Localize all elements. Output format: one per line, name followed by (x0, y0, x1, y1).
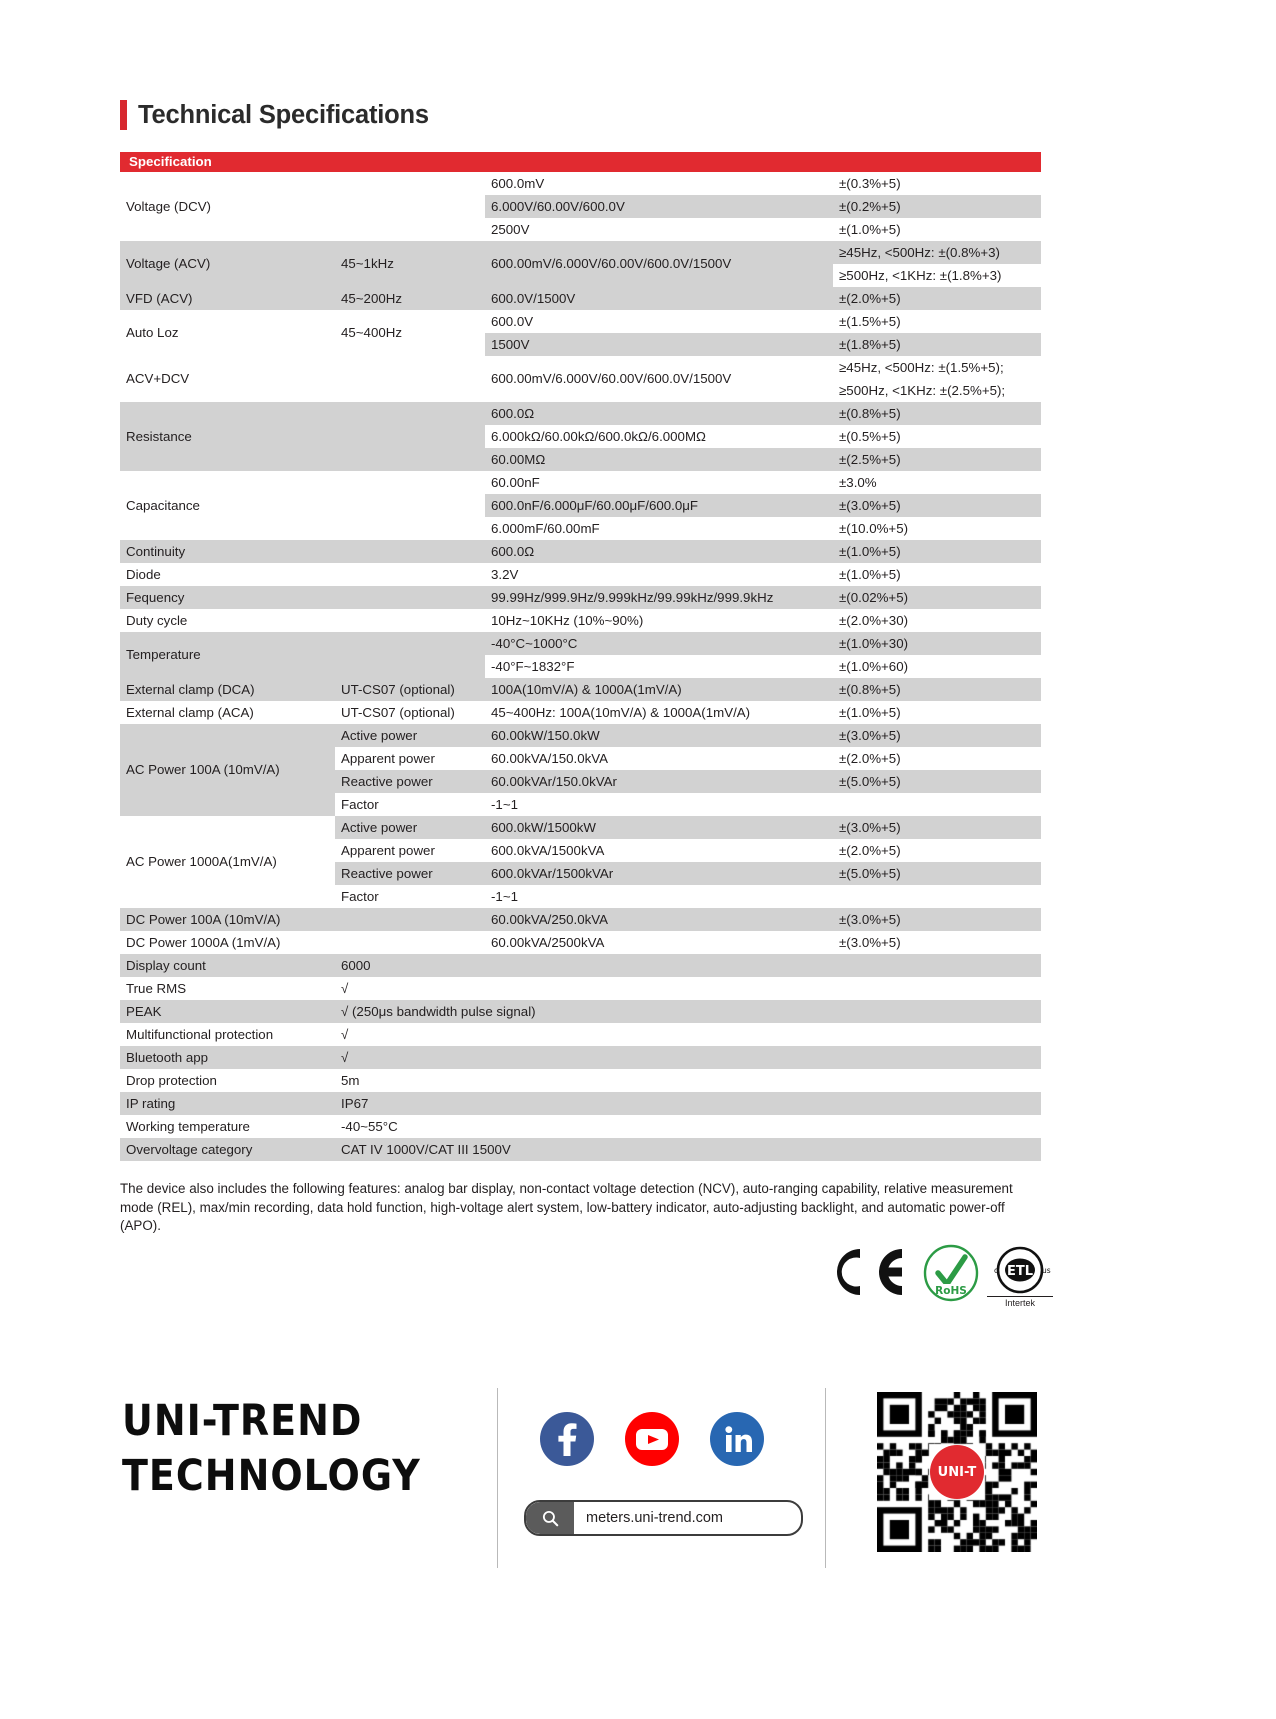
table-row (120, 241, 1041, 264)
spec-condition: Reactive power (335, 862, 485, 885)
spec-accuracy: ±(0.5%+5) (833, 425, 1041, 448)
spec-accuracy: ±(1.0%+30) (833, 632, 1041, 655)
facebook-icon[interactable] (540, 1412, 594, 1466)
spec-range: -40°F~1832°F (485, 655, 833, 678)
linkedin-icon[interactable] (710, 1412, 764, 1466)
page-title (120, 96, 429, 134)
spec-range: 6.000kΩ/60.00kΩ/600.0kΩ/6.000MΩ (485, 425, 833, 448)
spec-accuracy: ±(1.0%+5) (833, 563, 1041, 586)
spec-accuracy: ±(0.2%+5) (833, 195, 1041, 218)
spec-accuracy: ±(3.0%+5) (833, 816, 1041, 839)
table-row (120, 1069, 1041, 1092)
table-row (120, 1046, 1041, 1069)
brand-line-1: UNI-TREND (122, 1395, 363, 1445)
spec-name: Voltage (ACV) (120, 241, 335, 287)
feature-label: Overvoltage category (120, 1138, 335, 1161)
page-footer (0, 1380, 1276, 1590)
table-row (120, 931, 1041, 954)
spec-range: 100A(10mV/A) & 1000A(1mV/A) (485, 678, 833, 701)
feature-value: 6000 (335, 954, 1041, 977)
footer-divider-left (497, 1388, 498, 1568)
spec-accuracy: ±(5.0%+5) (833, 862, 1041, 885)
spec-accuracy: ≥45Hz, <500Hz: ±(1.5%+5); (833, 356, 1041, 379)
spec-accuracy: ≥45Hz, <500Hz: ±(0.8%+3) (833, 241, 1041, 264)
spec-accuracy: ±(1.0%+60) (833, 655, 1041, 678)
feature-label: True RMS (120, 977, 335, 1000)
spec-condition: Reactive power (335, 770, 485, 793)
table-row (120, 356, 1041, 379)
spec-name: VFD (ACV) (120, 287, 335, 310)
spec-accuracy: ±(5.0%+5) (833, 770, 1041, 793)
title-accent-bar (120, 100, 127, 130)
spec-accuracy: ±(0.3%+5) (833, 172, 1041, 195)
table-header-row (120, 152, 1041, 172)
certification-marks (830, 1238, 1051, 1308)
spec-accuracy: ±(2.0%+5) (833, 839, 1041, 862)
feature-value: -40~55°C (335, 1115, 1041, 1138)
table-row (120, 586, 1041, 609)
spec-accuracy: ±(2.0%+5) (833, 287, 1041, 310)
spec-condition: UT-CS07 (optional) (335, 678, 485, 701)
spec-condition (335, 402, 485, 471)
table-row (120, 563, 1041, 586)
brand-logo (122, 1390, 477, 1500)
spec-accuracy: ±(1.5%+5) (833, 310, 1041, 333)
feature-label: Display count (120, 954, 335, 977)
spec-range: 600.00mV/6.000V/60.00V/600.0V/1500V (485, 241, 833, 287)
spec-accuracy: ≥500Hz, <1KHz: ±(2.5%+5); (833, 379, 1041, 402)
spec-accuracy (833, 885, 1041, 908)
table-row (120, 954, 1041, 977)
footer-divider-right (825, 1388, 826, 1568)
spec-name: Diode (120, 563, 335, 586)
spec-accuracy: ±(3.0%+5) (833, 931, 1041, 954)
spec-condition (335, 609, 485, 632)
spec-name: Temperature (120, 632, 335, 678)
table-row (120, 310, 1041, 333)
spec-range: 10Hz~10KHz (10%~90%) (485, 609, 833, 632)
spec-accuracy: ±(3.0%+5) (833, 724, 1041, 747)
spec-condition (335, 172, 485, 241)
spec-condition: Apparent power (335, 747, 485, 770)
spec-condition: Active power (335, 724, 485, 747)
spec-accuracy: ±(1.0%+5) (833, 540, 1041, 563)
feature-label: Multifunctional protection (120, 1023, 335, 1046)
spec-accuracy: ±(1.8%+5) (833, 333, 1041, 356)
spec-name: Resistance (120, 402, 335, 471)
spec-range: 600.0kVAr/1500kVAr (485, 862, 833, 885)
spec-condition (335, 540, 485, 563)
spec-condition: 45~1kHz (335, 241, 485, 287)
spec-accuracy: ±(0.02%+5) (833, 586, 1041, 609)
spec-condition: 45~400Hz (335, 310, 485, 356)
spec-accuracy: ±(2.0%+30) (833, 609, 1041, 632)
table-row (120, 540, 1041, 563)
table-row (120, 172, 1041, 195)
spec-range: 2500V (485, 218, 833, 241)
table-row (120, 1023, 1041, 1046)
spec-condition (335, 632, 485, 678)
spec-accuracy: ±(10.0%+5) (833, 517, 1041, 540)
spec-accuracy: ±(3.0%+5) (833, 908, 1041, 931)
spec-condition (335, 563, 485, 586)
qr-code (877, 1392, 1037, 1552)
features-note: The device also includes the following features: analog bar display, non-contact voltage detection (NCV), auto-ranging capability, relative measurement mode (REL), max/min recording, data hold function, high-voltage alert system, low-battery indicator, auto-adjusting backlight, and automatic power-off (APO). (120, 1181, 1013, 1233)
spec-name: Duty cycle (120, 609, 335, 632)
spec-name: External clamp (ACA) (120, 701, 335, 724)
table-row (120, 977, 1041, 1000)
spec-range: 60.00kVA/2500kVA (485, 931, 833, 954)
spec-range: 6.000V/60.00V/600.0V (485, 195, 833, 218)
spec-range: 600.0V (485, 310, 833, 333)
spec-name: Capacitance (120, 471, 335, 540)
spec-range: 60.00MΩ (485, 448, 833, 471)
feature-value: CAT IV 1000V/CAT III 1500V (335, 1138, 1041, 1161)
feature-label: Bluetooth app (120, 1046, 335, 1069)
feature-label: IP rating (120, 1092, 335, 1115)
svg-text:c: c (994, 1266, 999, 1275)
spec-range: 60.00nF (485, 471, 833, 494)
spec-accuracy: ±3.0% (833, 471, 1041, 494)
spec-range: 3.2V (485, 563, 833, 586)
spec-range: 60.00kW/150.0kW (485, 724, 833, 747)
social-links (540, 1412, 764, 1466)
table-row (120, 609, 1041, 632)
spec-condition (335, 586, 485, 609)
feature-label: Working temperature (120, 1115, 335, 1138)
spec-name: Voltage (DCV) (120, 172, 335, 241)
feature-value: √ (335, 977, 1041, 1000)
table-row (120, 724, 1041, 747)
youtube-icon[interactable] (625, 1412, 679, 1466)
spec-range: 1500V (485, 333, 833, 356)
qr-center-badge: UNI-T (930, 1445, 984, 1499)
table-header-label: Specification (120, 152, 1041, 172)
spec-name: DC Power 100A (10mV/A) (120, 908, 335, 931)
spec-range: 45~400Hz: 100A(10mV/A) & 1000A(1mV/A) (485, 701, 833, 724)
table-row (120, 1138, 1041, 1161)
spec-name: External clamp (DCA) (120, 678, 335, 701)
feature-value: 5m (335, 1069, 1041, 1092)
svg-text:RoHS: RoHS (935, 1285, 967, 1297)
spec-range: 600.0kVA/1500kVA (485, 839, 833, 862)
table-row (120, 1115, 1041, 1138)
spec-range: 99.99Hz/999.9Hz/9.999kHz/99.99kHz/999.9kHz (485, 586, 833, 609)
spec-condition: Factor (335, 885, 485, 908)
spec-condition: UT-CS07 (optional) (335, 701, 485, 724)
spec-name: Fequency (120, 586, 335, 609)
spec-accuracy: ±(2.5%+5) (833, 448, 1041, 471)
spec-range: -1~1 (485, 885, 833, 908)
search-icon (526, 1502, 574, 1534)
table-row (120, 287, 1041, 310)
title-text: Technical Specifications (138, 100, 429, 129)
spec-accuracy (833, 793, 1041, 816)
website-url: meters.uni-trend.com (586, 1510, 723, 1526)
spec-range: 600.0Ω (485, 402, 833, 425)
svg-text:ETL: ETL (1006, 1264, 1034, 1279)
table-row (120, 402, 1041, 425)
spec-accuracy: ±(2.0%+5) (833, 747, 1041, 770)
spec-range: 60.00kVAr/150.0kVAr (485, 770, 833, 793)
spec-range: 600.0mV (485, 172, 833, 195)
spec-condition (335, 471, 485, 540)
feature-label: PEAK (120, 1000, 335, 1023)
spec-range: -40°C~1000°C (485, 632, 833, 655)
spec-accuracy: ≥500Hz, <1KHz: ±(1.8%+3) (833, 264, 1041, 287)
spec-accuracy: ±(0.8%+5) (833, 402, 1041, 425)
spec-condition (335, 931, 485, 954)
table-row (120, 1000, 1041, 1023)
table-row (120, 1092, 1041, 1115)
spec-accuracy: ±(3.0%+5) (833, 494, 1041, 517)
rohs-icon (922, 1244, 980, 1302)
spec-range: 600.0V/1500V (485, 287, 833, 310)
spec-name: Continuity (120, 540, 335, 563)
spec-range: 60.00kVA/250.0kVA (485, 908, 833, 931)
feature-value: √ (335, 1046, 1041, 1069)
feature-value: √ (250μs bandwidth pulse signal) (335, 1000, 1041, 1023)
ce-icon (830, 1244, 908, 1300)
spec-accuracy: ±(0.8%+5) (833, 678, 1041, 701)
spec-name: Auto Loz (120, 310, 335, 356)
spec-range: 60.00kVA/150.0kVA (485, 747, 833, 770)
spec-name: DC Power 1000A (1mV/A) (120, 931, 335, 954)
feature-label: Drop protection (120, 1069, 335, 1092)
spec-name: AC Power 100A (10mV/A) (120, 724, 335, 816)
spec-accuracy: ±(1.0%+5) (833, 701, 1041, 724)
spec-range: 600.0nF/6.000μF/60.00μF/600.0μF (485, 494, 833, 517)
spec-name: ACV+DCV (120, 356, 335, 402)
spec-condition: Active power (335, 816, 485, 839)
feature-value: √ (335, 1023, 1041, 1046)
table-row (120, 471, 1041, 494)
spec-range: -1~1 (485, 793, 833, 816)
spec-name: AC Power 1000A(1mV/A) (120, 816, 335, 908)
etl-sublabel: Intertek (987, 1296, 1053, 1308)
table-row (120, 632, 1041, 655)
spec-condition (335, 908, 485, 931)
website-search-bar[interactable] (524, 1500, 803, 1536)
table-row (120, 908, 1041, 931)
spec-range: 600.0kW/1500kW (485, 816, 833, 839)
specification-table (120, 152, 1041, 1161)
spec-condition (335, 356, 485, 402)
table-row (120, 701, 1041, 724)
table-row (120, 678, 1041, 701)
spec-range: 6.000mF/60.00mF (485, 517, 833, 540)
brand-line-2: TECHNOLOGY (122, 1450, 421, 1500)
spec-condition: 45~200Hz (335, 287, 485, 310)
svg-text:us: us (1042, 1266, 1051, 1275)
spec-range: 600.0Ω (485, 540, 833, 563)
table-row (120, 816, 1041, 839)
spec-condition: Factor (335, 793, 485, 816)
spec-range: 600.00mV/6.000V/60.00V/600.0V/1500V (485, 356, 833, 402)
spec-accuracy: ±(1.0%+5) (833, 218, 1041, 241)
feature-value: IP67 (335, 1092, 1041, 1115)
spec-condition: Apparent power (335, 839, 485, 862)
